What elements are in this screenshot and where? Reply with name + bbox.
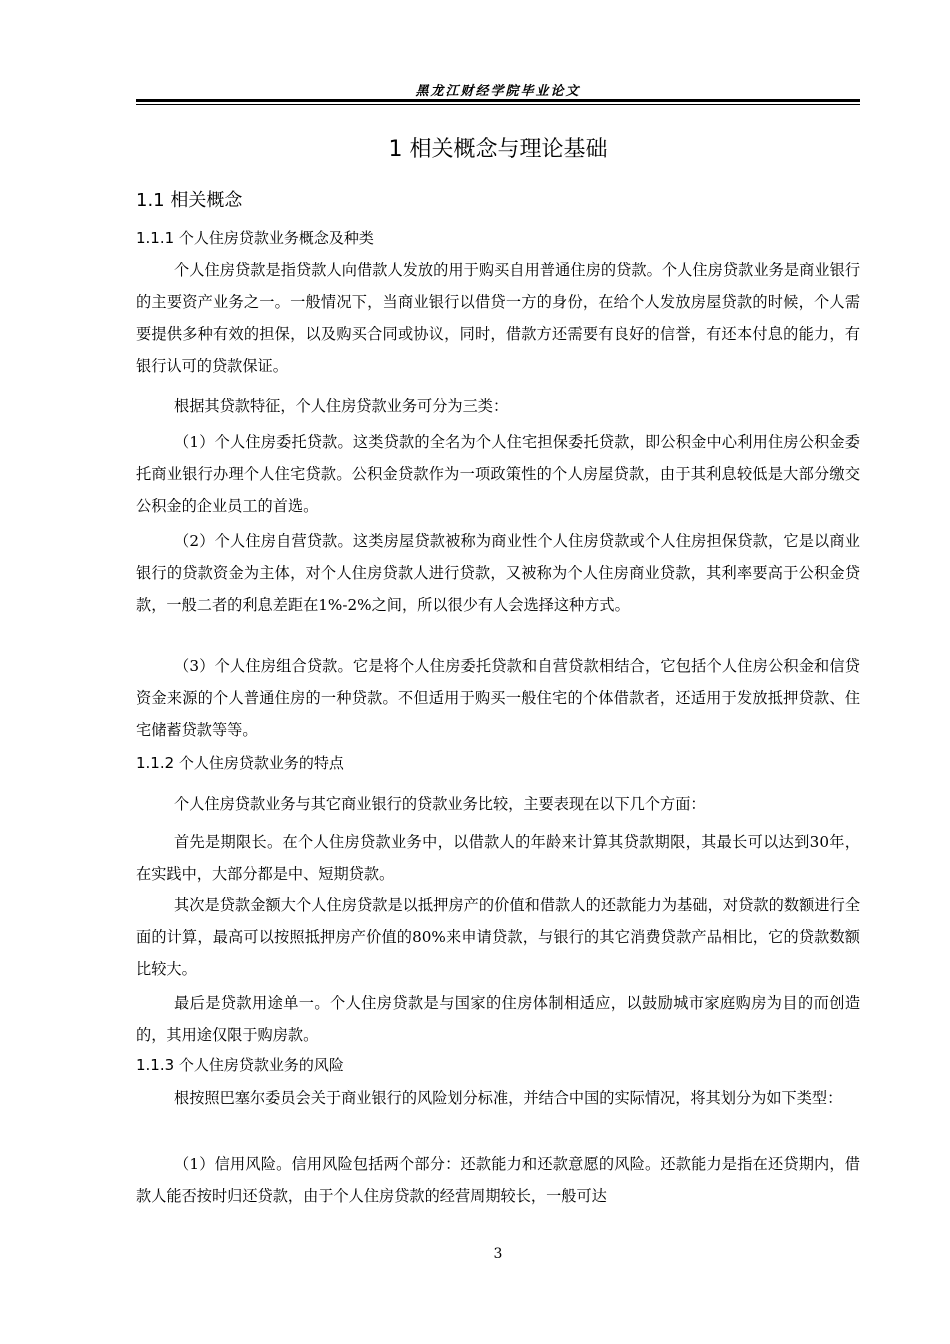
paragraph: 个人住房贷款是指贷款人向借款人发放的用于购买自用普通住房的贷款。个人住房贷款业务是商业银行的主要资产业务之一。一般情况下，当商业银行以借贷一方的身份，在给个人发放房屋贷款的时候，个人需要提供多种有效的担保，以及购买合同或协议，同时，借款方还需要有良好的信誉，有还本付息的能力，有银行认可的贷款保证。 [136,261,860,375]
subsection-heading-1-1-1: 1.1.1 个人住房贷款业务概念及种类 [136,229,374,247]
subsection-heading-1-1-2: 1.1.2 个人住房贷款业务的特点 [136,754,344,772]
header-rule-thick [136,99,860,102]
paragraph: 最后是贷款用途单一。个人住房贷款是与国家的住房体制相适应，以鼓励城市家庭购房为目的而创造的，其用途仅限于购房款。 [136,994,860,1044]
running-header: 黑龙江财经学院毕业论文 [415,84,581,99]
header-rule-thin [136,104,860,105]
paragraph: （3）个人住房组合贷款。它是将个人住房委托贷款和自营贷款相结合，它包括个人住房公积金和信贷资金来源的个人普通住房的一种贷款。不但适用于购买一般住宅的个体借款者，还适用于发放抵押贷款、住宅储蓄贷款等等。 [136,657,860,739]
paragraph: （2）个人住房自营贷款。这类房屋贷款被称为商业性个人住房贷款或个人住房担保贷款，它是以商业银行的贷款资金为主体，对个人住房贷款人进行贷款，又被称为个人住房商业贷款，其利率要高于公积金贷款，一般二者的利息差距在1%-2%之间，所以很少有人会选择这种方式。 [136,532,860,614]
paragraph: 根按照巴塞尔委员会关于商业银行的风险划分标准，并结合中国的实际情况，将其划分为如下类型： [174,1089,843,1107]
subsection-heading-1-1-3: 1.1.3 个人住房贷款业务的风险 [136,1056,344,1074]
page-number: 3 [493,1246,503,1262]
paragraph: （1）信用风险。信用风险包括两个部分：还款能力和还款意愿的风险。还款能力是指在还贷期内，借款人能否按时归还贷款，由于个人住房贷款的经营周期较长，一般可达 [136,1155,860,1205]
paragraph: 其次是贷款金额大个人住房贷款是以抵押房产的价值和借款人的还款能力为基础，对贷款的数额进行全面的计算，最高可以按照抵押房产价值的80%来申请贷款，与银行的其它消费贷款产品相比，它的贷款数额比较大。 [136,896,860,978]
paragraph: 个人住房贷款业务与其它商业银行的贷款业务比较，主要表现在以下几个方面： [174,795,706,813]
paragraph: （1）个人住房委托贷款。这类贷款的全名为个人住宅担保委托贷款，即公积金中心利用住房公积金委托商业银行办理个人住宅贷款。公积金贷款作为一项政策性的个人房屋贷款，由于其利息较低是大部分缴交公积金的企业员工的首选。 [136,433,860,515]
section-heading-1-1: 1.1 相关概念 [136,190,243,211]
paragraph: 首先是期限长。在个人住房贷款业务中，以借款人的年龄来计算其贷款期限，其最长可以达到30年，在实践中，大部分都是中、短期贷款。 [136,833,860,883]
paragraph: 根据其贷款特征，个人住房贷款业务可分为三类： [174,397,509,415]
chapter-title: 1 相关概念与理论基础 [388,137,608,162]
